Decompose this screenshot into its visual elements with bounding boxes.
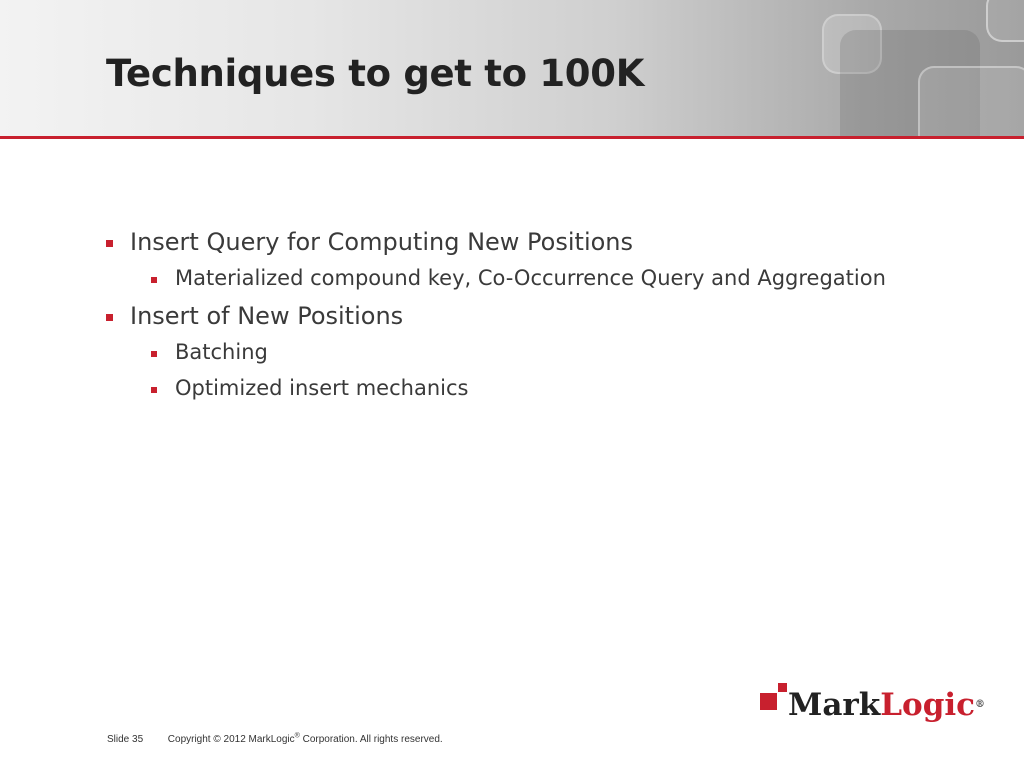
logo-square-small bbox=[778, 683, 787, 692]
bullet-square-icon bbox=[151, 277, 157, 283]
bullet-square-icon bbox=[106, 240, 113, 247]
copyright-text bbox=[168, 734, 443, 745]
marklogic-logo bbox=[760, 683, 986, 727]
sub-bullet-item bbox=[151, 340, 986, 364]
bullet-list bbox=[106, 228, 986, 412]
bullet-text: Insert Query for Computing New Positions bbox=[130, 228, 634, 256]
bullet-text: Insert of New Positions bbox=[130, 302, 404, 330]
logo-wordmark bbox=[788, 685, 985, 725]
logo-registered-mark: ® bbox=[975, 699, 986, 710]
logo-word-mark: Mark bbox=[788, 687, 881, 723]
decorative-rounded-square bbox=[986, 0, 1024, 42]
bullet-item bbox=[106, 228, 986, 256]
bullet-item bbox=[106, 302, 986, 330]
sub-bullet-text: Optimized insert mechanics bbox=[175, 376, 469, 400]
sub-bullet-text: Materialized compound key, Co-Occurrence Query and Aggregation bbox=[175, 266, 886, 290]
logo-word-logic: Logic bbox=[880, 687, 976, 723]
slide-title: Techniques to get to 100K bbox=[106, 52, 645, 95]
decorative-rounded-square bbox=[918, 66, 1024, 136]
header-divider-line bbox=[0, 136, 1024, 139]
sub-bullet-text: Batching bbox=[175, 340, 268, 364]
slide-footer bbox=[107, 733, 443, 745]
bullet-square-icon bbox=[106, 314, 113, 321]
bullet-square-icon bbox=[151, 387, 157, 393]
copyright-prefix: Copyright © 2012 MarkLogic bbox=[167, 734, 295, 746]
sub-bullet-item bbox=[151, 376, 986, 400]
copyright-registered-mark: ® bbox=[294, 733, 300, 740]
slide-number: Slide 35 bbox=[107, 734, 144, 746]
bullet-square-icon bbox=[151, 351, 157, 357]
sub-bullet-item bbox=[151, 266, 986, 290]
copyright-suffix: Corporation. All rights reserved. bbox=[299, 734, 443, 746]
logo-square-large bbox=[760, 693, 777, 710]
